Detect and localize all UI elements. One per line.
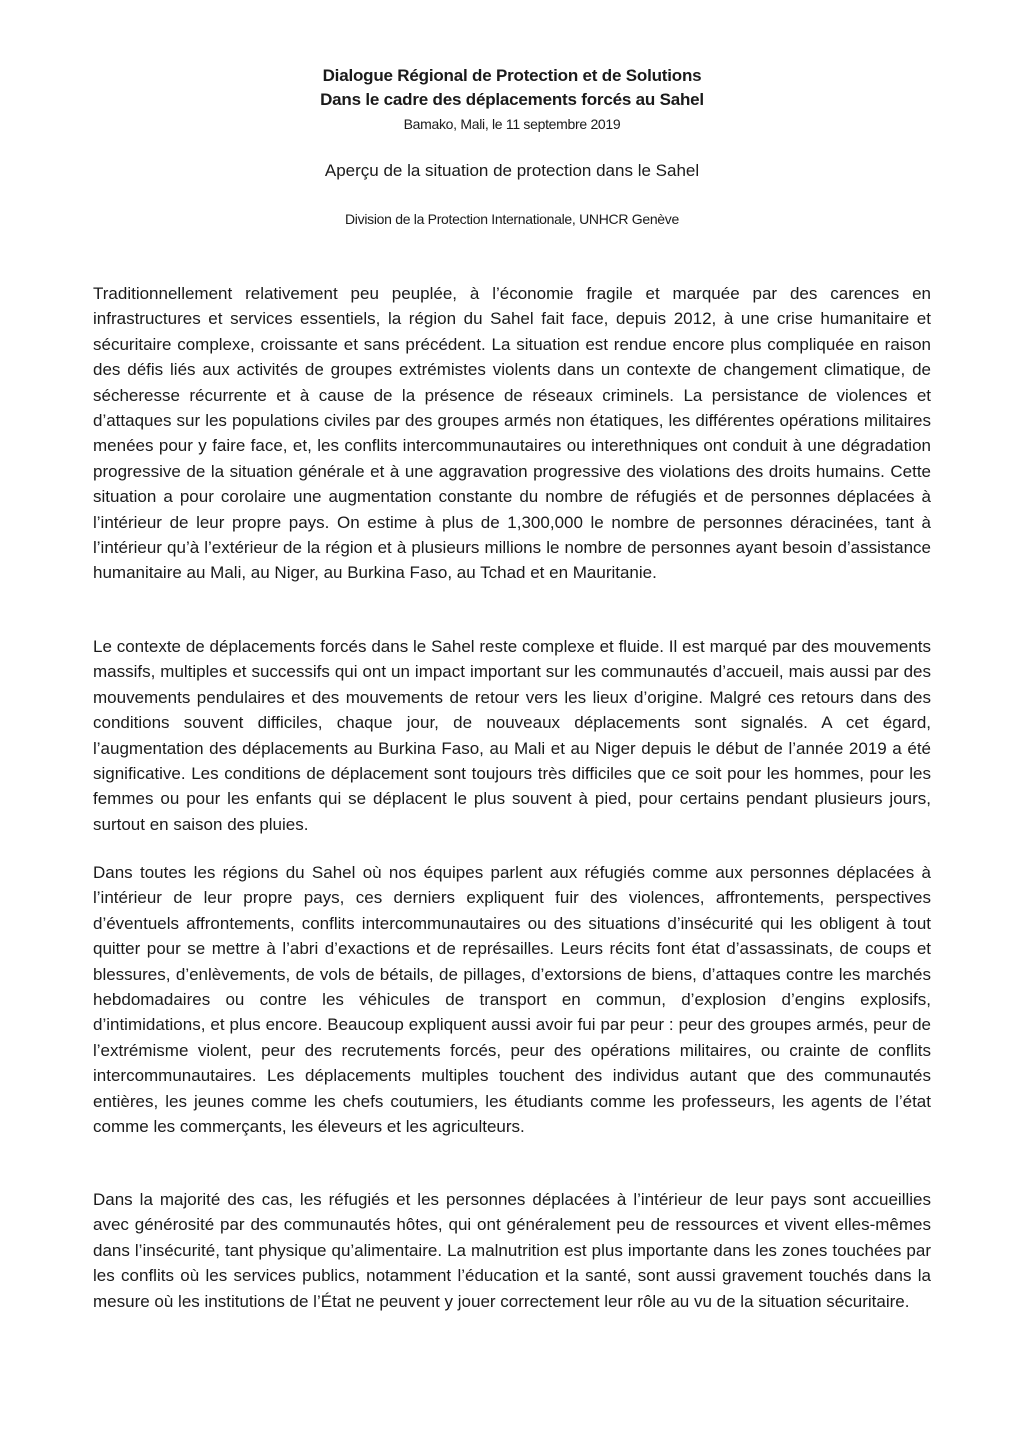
paragraph-2: Le contexte de déplacements forcés dans le Sahel reste complexe et fluide. Il est marqué par des mouvements massifs, multiples et successifs qui ont un impact important sur les communautés d’accueil, mais aussi par des mouvements pendulaires et des mouvements de retour vers les lieux d’origine. Malgré ces retours dans des conditions souvent difficiles, chaque jour, de nouveaux déplacements sont signalés. A cet égard, l’augmentation des déplacements au Burkina Faso, au Mali et au Niger depuis le début de l’année 2019 a été significative. Les conditions de déplacement sont toujours très difficiles que ce soit pour les hommes, pour les femmes ou pour les enfants qui se déplacent le plus souvent à pied, pour certains pendant plusieurs jours, surtout en saison des pluies.: [93, 637, 931, 834]
paragraph-4: Dans la majorité des cas, les réfugiés et les personnes déplacées à l’intérieur de leur pays sont accueillies avec générosité par des communautés hôtes, qui ont généralement peu de ressources et vivent elles-mêmes dans l’insécurité, tant physique qu’alimentaire. La malnutrition est plus importante dans les zones touchées par les conflits où les services publics, notamment l’éducation et la santé, sont aussi gravement touchés dans la mesure où les institutions de l’État ne peuvent y jouer correctement leur rôle au vu de la situation sécuritaire.: [93, 1190, 931, 1311]
paragraph-3: Dans toutes les régions du Sahel où nos équipes parlent aux réfugiés comme aux personnes déplacées à l’intérieur de leur propre pays, ces derniers expliquent fuir des violences, affrontements, perspectives d’éventuels affrontements, conflits intercommunautaires ou des situations d’insécurité qui les obligent à tout quitter pour se mettre à l’abri d’exactions et de représailles. Leurs récits font état d’assassinats, de coups et blessures, d’enlèvements, de vols de bétails, de pillages, d’extorsions de biens, d’attaques contre les marchés hebdomadaires ou contre les véhicules de transport en commun, d’explosion d’engins explosifs, d’intimidations, et plus encore. Beaucoup expliquent aussi avoir fui par peur : peur des groupes armés, peur de l’extrémisme violent, peur des recrutements forcés, peur des opérations militaires, ou crainte de conflits intercommunautaires. Les déplacements multiples touchent des individus autant que des communautés entières, les jeunes comme les chefs coutumiers, les étudiants comme les professeurs, les agents de l’état comme les commerçants, les éleveurs et les agriculteurs.: [93, 863, 931, 1137]
paragraph-1: Traditionnellement relativement peu peuplée, à l’économie fragile et marquée par des carences en infrastructures et services essentiels, la région du Sahel fait face, depuis 2012, à une crise humanitaire et sécuritaire complexe, croissante et sans précédent. La situation est rendue encore plus compliquée en raison des défis liés aux activités de groupes extrémistes violents dans un contexte de changement climatique, de sécheresse récurrente et à cause de la présence de réseaux criminels. La persistance de violences et d’attaques sur les populations civiles par des groupes armés non étatiques, les différentes opérations militaires menées pour y faire face, et, les conflits intercommunautaires ou interethniques ont conduit à une dégradation progressive de la situation générale et à une aggravation progressive des violations des droits humains. Cette situation a pour corolaire une augmentation constante du nombre de réfugiés et de personnes déplacées à l’intérieur de leur propre pays. On estime à plus de 1,300,000 le nombre de personnes déracinées, tant à l’intérieur qu’à l’extérieur de la région et à plusieurs millions le nombre de personnes ayant besoin d’assistance humanitaire au Mali, au Niger, au Burkina Faso, au Tchad et en Mauritanie.: [93, 284, 931, 583]
document-title-line-1: Dialogue Régional de Protection et de Solutions: [322, 66, 702, 85]
place-date-line: Bamako, Mali, le 11 septembre 2019: [403, 116, 621, 132]
division-line: Division de la Protection Internationale, UNHCR Genève: [345, 211, 679, 227]
document-title-line-2: Dans le cadre des déplacements forcés au Sahel: [320, 90, 704, 109]
document-subtitle: Aperçu de la situation de protection dans le Sahel: [324, 161, 700, 180]
